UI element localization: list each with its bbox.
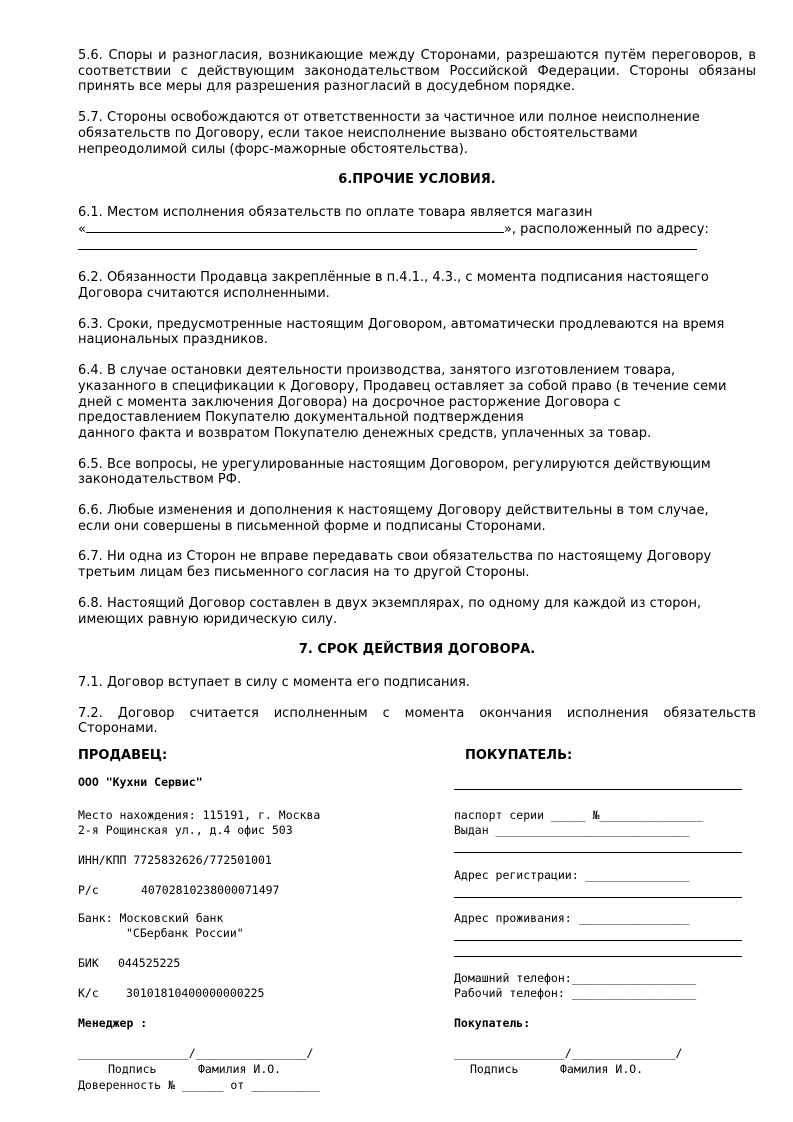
buyer-sign-line: ________________/_______________/ bbox=[454, 1046, 683, 1060]
clause-5-7-line-2: обязательств по Договору, если такое неисполнение вызвано обстоятельствами bbox=[78, 125, 638, 141]
clause-7-2 bbox=[78, 706, 756, 737]
clause-6-2 bbox=[78, 270, 756, 301]
clause-6-3-line-1: 6.3. Сроки, предусмотренные настоящим Договором, автоматически продлеваются на время bbox=[78, 316, 725, 332]
clause-6-5-line-2: законодательством РФ. bbox=[78, 472, 242, 488]
seller-ks-label: К/с bbox=[78, 986, 99, 1000]
buyer-registration-blank bbox=[454, 897, 742, 898]
clause-5-7-line-1: 5.7. Стороны освобождаются от ответственности за частичное или полное неисполнение bbox=[78, 110, 700, 126]
clause-5-7-line-3: непреодолимой силы (форс-мажорные обстоятельства). bbox=[78, 141, 468, 157]
clause-6-5 bbox=[78, 457, 756, 488]
buyer-home-phone: Домашний телефон:__________________ bbox=[454, 971, 697, 985]
buyer-live-blank-1 bbox=[454, 940, 742, 941]
clause-6-7-line-2: третьим лицам без письменного согласия на то другой Стороны. bbox=[78, 565, 530, 581]
clause-6-4-line-5: данного факта и возвратом Покупателю денежных средств, уплаченных за товар. bbox=[78, 425, 652, 441]
clause-6-7 bbox=[78, 549, 756, 580]
section-6-heading: 6.ПРОЧИЕ УСЛОВИЯ. bbox=[338, 172, 496, 188]
clause-6-4 bbox=[78, 363, 756, 442]
clause-7-1-text: 7.1. Договор вступает в силу с момента его подписания. bbox=[78, 674, 470, 690]
clause-6-5-line-1: 6.5. Все вопросы, не урегулированные настоящим Договором, регулируются действующим bbox=[78, 456, 711, 472]
clause-7-2-line-1: 7.2. Договор считается исполненным с момента окончания исполнения обязательств bbox=[78, 705, 756, 721]
clause-6-6-line-1: 6.6. Любые изменения и дополнения к настоящему Договору действительны в том случае, bbox=[78, 503, 709, 519]
seller-account-label: Р/с bbox=[78, 883, 99, 897]
clause-6-4-line-1: 6.4. В случае остановки деятельности производства, занятого изготовлением товара, bbox=[78, 363, 676, 379]
seller-account: 40702810238000071497 bbox=[141, 883, 280, 897]
clause-6-8-line-2: имеющих равную юридическую силу. bbox=[78, 611, 338, 627]
clause-6-7-line-1: 6.7. Ни одна из Сторон не вправе передавать свои обязательства по настоящему Договору bbox=[78, 549, 712, 565]
clause-6-6-line-2: если они совершены в письменной форме и подписаны Сторонами. bbox=[78, 518, 546, 534]
contract-text bbox=[78, 48, 756, 752]
buyer-registration-address: Адрес регистрации: _______________ bbox=[454, 868, 690, 882]
open-quote: « bbox=[78, 221, 86, 237]
seller-signer-label: Менеджер : bbox=[78, 1016, 148, 1030]
seller-bank-1: Банк: Московский банк bbox=[78, 911, 224, 925]
seller-bik: 044525225 bbox=[118, 956, 181, 970]
clause-6-6 bbox=[78, 503, 756, 534]
buyer-name-blank bbox=[454, 789, 742, 790]
address-label: », расположенный по адресу: bbox=[503, 221, 709, 237]
seller-address-1: Место нахождения: 115191, г. Москва bbox=[78, 808, 321, 822]
clause-5-6 bbox=[78, 48, 756, 95]
clause-7-1 bbox=[78, 675, 756, 691]
shop-name-blank bbox=[86, 221, 504, 233]
clause-6-4-line-4: предоставлением Покупателю документальной подтверждения bbox=[78, 410, 524, 426]
seller-header: ПРОДАВЕЦ: bbox=[78, 748, 168, 763]
seller-ks: 30101810400000000225 bbox=[126, 986, 265, 1000]
buyer-issued: Выдан ____________________________ bbox=[454, 823, 690, 837]
buyer-issued-blank bbox=[454, 852, 742, 853]
clause-6-1-line-1: 6.1. Местом исполнения обязательств по оплате товара является магазин bbox=[78, 204, 593, 220]
clause-6-3 bbox=[78, 317, 756, 348]
buyer-sign-caption: Подпись Фамилия И.О. bbox=[470, 1062, 644, 1076]
seller-name: ООО "Кухни Сервис" bbox=[78, 775, 203, 789]
buyer-live-address: Адрес проживания: ________________ bbox=[454, 911, 690, 925]
clause-5-6-text: 5.6. Споры и разногласия, возникающие между Сторонами, разрешаются путём переговоров, в соответствии с действующим законодательством Российской Федерации. Стороны обязаны принять все меры для разрешения разногласий в досудебном порядке. bbox=[78, 48, 756, 95]
clause-6-2-line-2: Договора считаются исполненными. bbox=[78, 286, 330, 302]
clause-6-4-line-2: указанного в спецификации к Договору, Продавец оставляет за собой право (в течение семи bbox=[78, 378, 727, 394]
buyer-passport: паспорт серии _____ №_______________ bbox=[454, 808, 704, 822]
seller-address-2: 2-я Рощинская ул., д.4 офис 503 bbox=[78, 823, 293, 837]
clause-6-4-line-3: дней с момента заключения Договора) на досрочное расторжение Договора с bbox=[78, 394, 621, 410]
seller-bank-2: "СБербанк России" bbox=[126, 926, 244, 940]
clause-5-7 bbox=[78, 110, 756, 157]
clause-6-2-line-1: 6.2. Обязанности Продавца закреплённые в п.4.1., 4.3., с момента подписания настоящего bbox=[78, 270, 709, 286]
section-7-heading: 7. СРОК ДЕЙСТВИЯ ДОГОВОРА. bbox=[298, 642, 536, 658]
address-blank bbox=[78, 237, 697, 250]
seller-inn-kpp: ИНН/КПП 7725832626/772501001 bbox=[78, 853, 272, 867]
buyer-signer-label: Покупатель: bbox=[454, 1016, 531, 1030]
clause-6-1-line-2 bbox=[78, 221, 756, 238]
buyer-work-phone: Рабочий телефон: __________________ bbox=[454, 986, 697, 1000]
seller-power-of-attorney: Доверенность № ______ от __________ bbox=[78, 1078, 321, 1092]
buyer-header: ПОКУПАТЕЛЬ: bbox=[465, 748, 573, 763]
seller-sign-line: ________________/________________/ bbox=[78, 1046, 314, 1060]
clause-6-1 bbox=[78, 205, 756, 250]
seller-sign-caption: Подпись Фамилия И.О. bbox=[108, 1062, 282, 1076]
clause-6-3-line-2: национальных праздников. bbox=[78, 332, 268, 348]
seller-bik-label: БИК bbox=[78, 956, 99, 970]
buyer-live-blank-2 bbox=[454, 956, 742, 957]
clause-7-2-line-2: Сторонами. bbox=[78, 721, 158, 737]
clause-6-8-line-1: 6.8. Настоящий Договор составлен в двух экземплярах, по одному для каждой из сторон, bbox=[78, 595, 702, 611]
clause-6-8 bbox=[78, 596, 756, 627]
